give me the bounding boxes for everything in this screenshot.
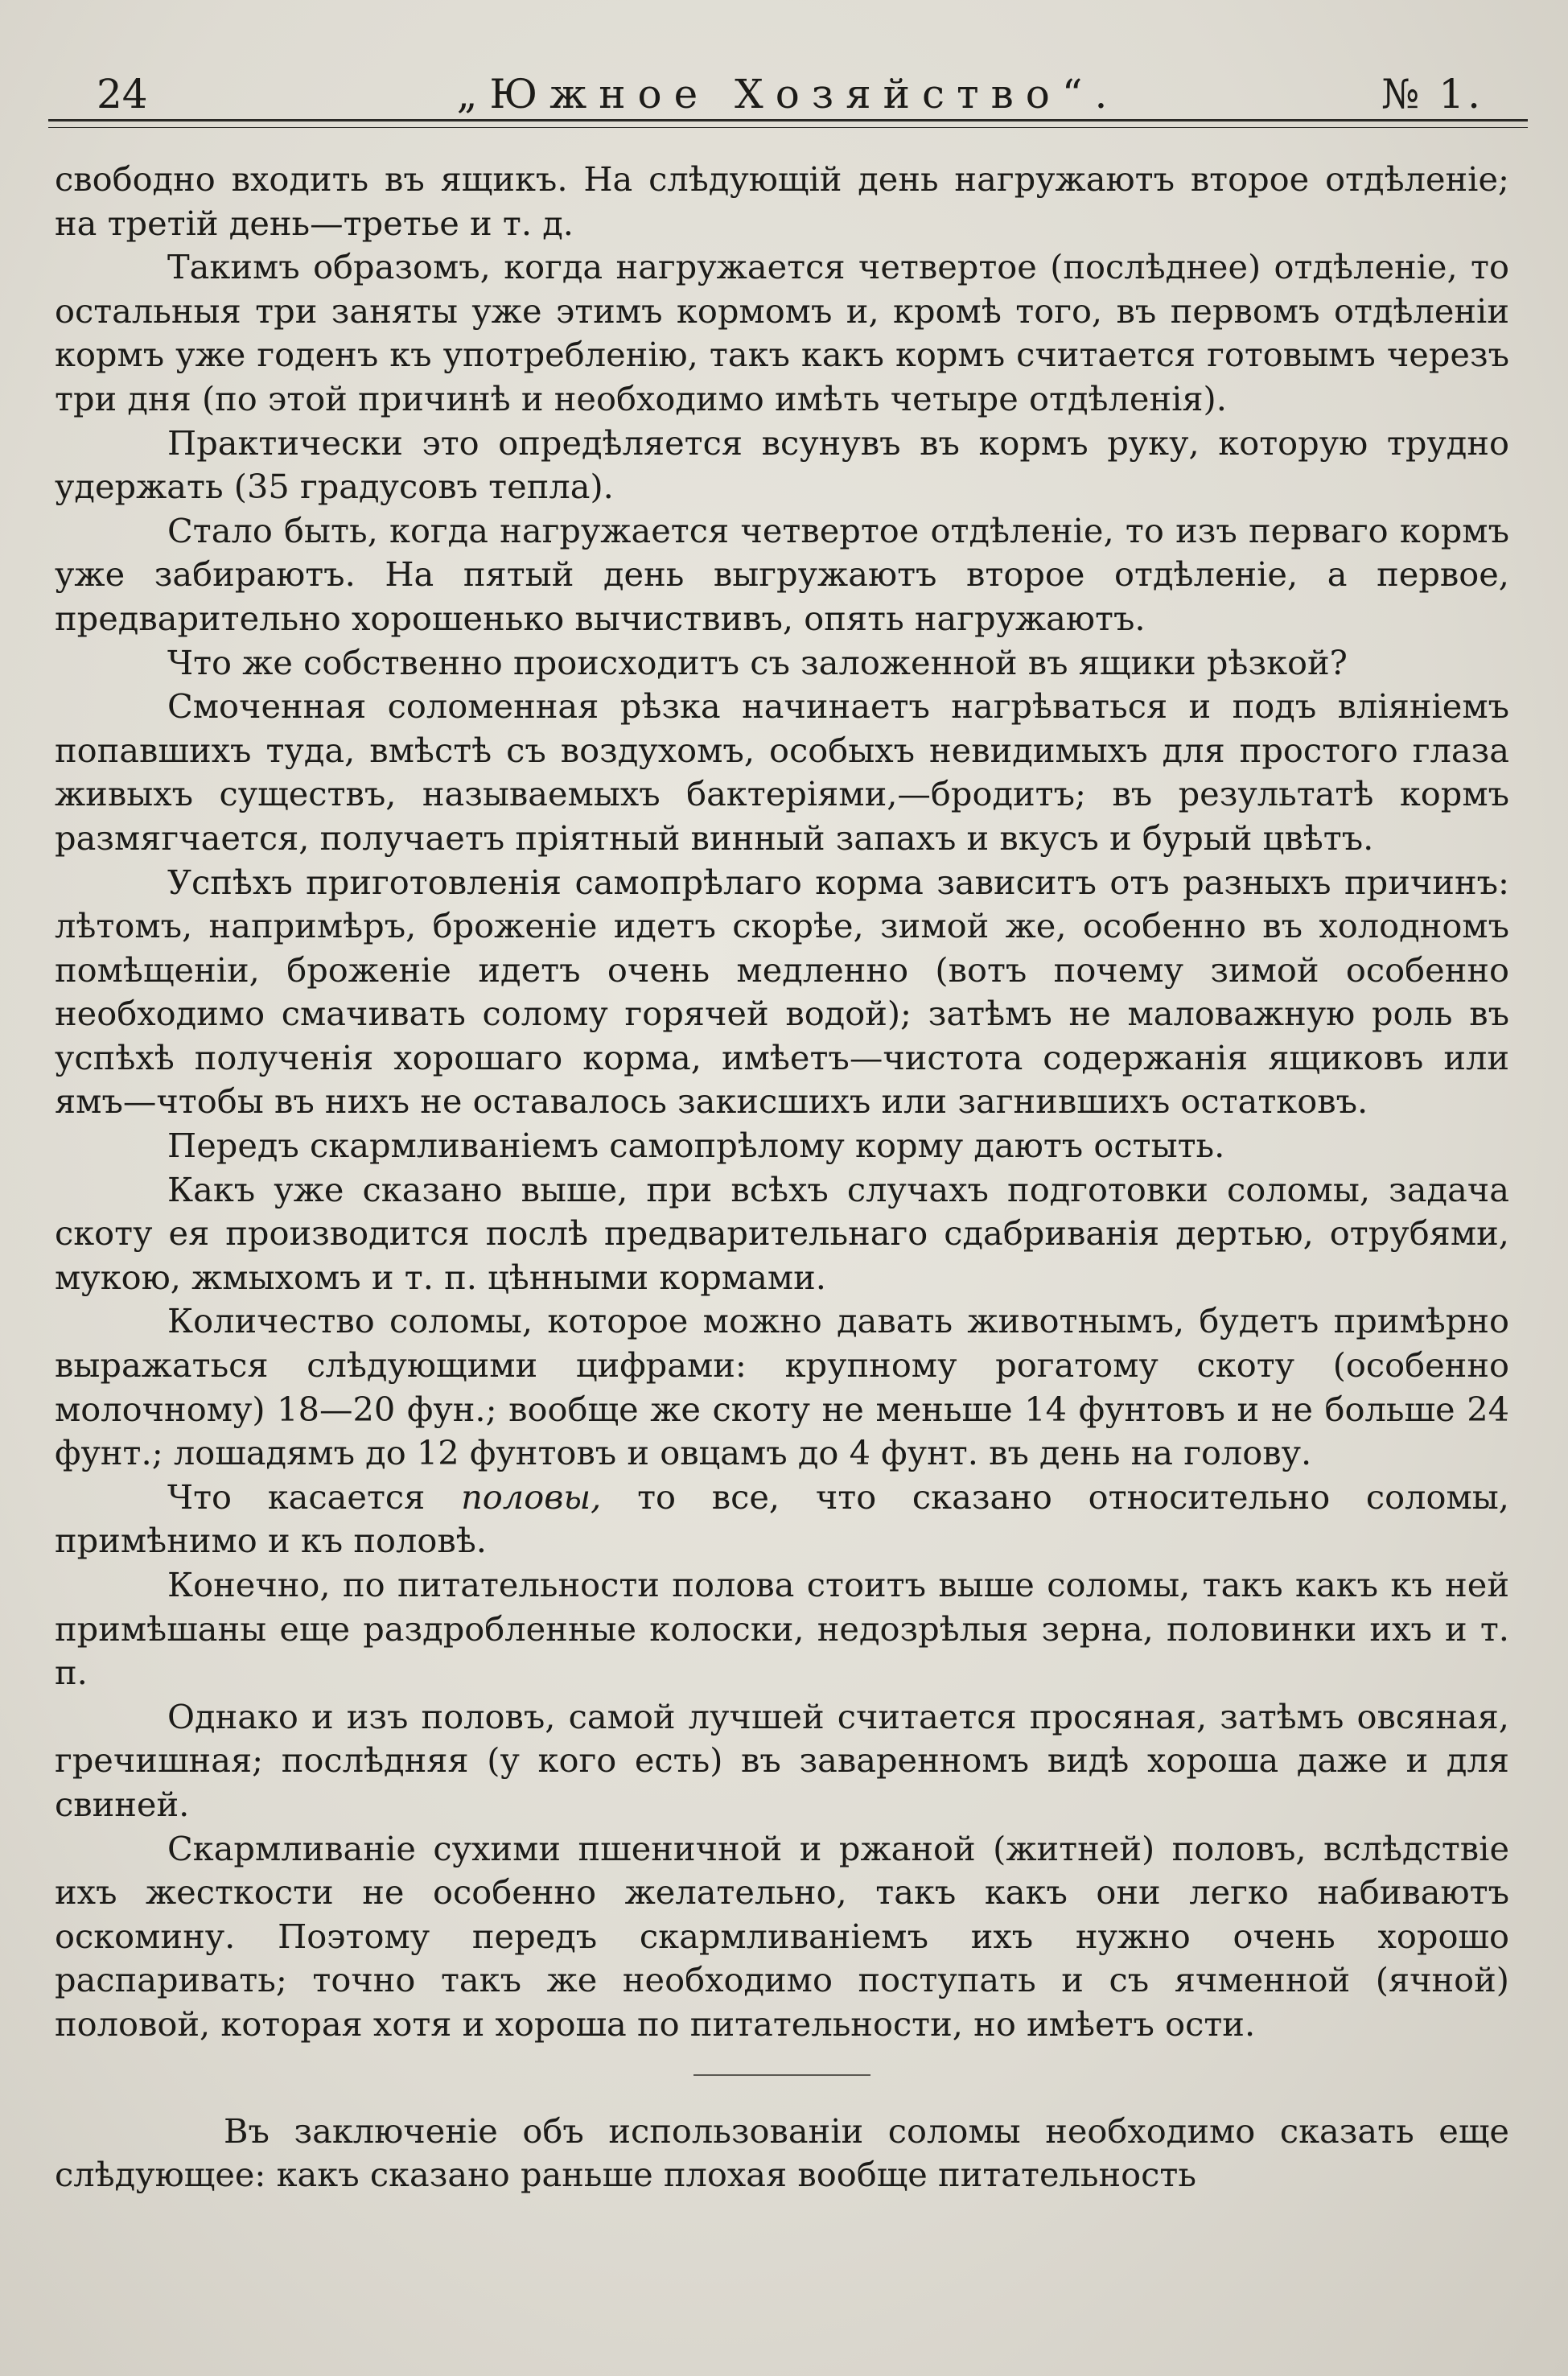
paragraph: Конечно, по питательности полова стоитъ выше соломы, такъ какъ къ ней примѣшаны еще раздробленные колоски, недозрѣлыя зерна, половинки ихъ и т. п. [55,1565,1509,1693]
header-rule-thin [48,127,1528,128]
paragraph: Что же собственно происходитъ съ заложенной въ ящики рѣзкой? [167,642,1348,682]
text-run: Что касается [167,1476,462,1517]
paragraph: Какъ уже сказано выше, при всѣхъ случахъ подготовки соломы, задача скоту ея производится послѣ предварительнаго сдабриванія дертью, отрубями, мукою, жмыхомъ и т. п. цѣнными кормами. [55,1169,1509,1297]
paragraph: Передъ скармливаніемъ самопрѣлому корму даютъ остыть. [167,1126,1225,1166]
running-header [48,63,1528,127]
text-run: то все, что сказано относительно соломы, примѣнимо и къ половѣ. [55,1476,1509,1561]
paragraph: свободно входить въ ящикъ. На слѣдующій день нагружаютъ второе отдѣленіе; на третій день—третье и т. д. [55,159,1509,243]
paragraph: Практически это опредѣляется всунувъ въ кормъ руку, которую трудно удержать (35 градусовъ тепла). [55,422,1509,507]
journal-title: „Южное Хозяйство“. [456,71,1120,117]
paragraph: Количество соломы, которое можно давать животнымъ, будетъ примѣрно выражаться слѣдующими цифрами: крупному рогатому скоту (особенно молочному) 18—20 фун.; вообще же скоту не меньше 14 фунтовъ и не больше 24 фунт.; лошадямъ до 12 фунтовъ и овцамъ до 4 фунт. въ день на голову. [55,1301,1509,1473]
header-rule-thick [48,119,1528,121]
paragraph: Скармливаніе сухими пшеничной и ржаной (житней) половъ, вслѣдствіе ихъ жесткости не особенно желательно, такъ какъ они легко набиваютъ оскомину. Поэтому передъ скармливаніемъ ихъ нужно очень хорошо распаривать; точно такъ же необходимо поступать и съ ячменной (ячной) половой, которая хотя и хороша по питательности, но имѣетъ ости. [55,1828,1509,2044]
paragraph: Такимъ образомъ, когда нагружается четвертое (послѣднее) отдѣленіе, то остальныя три заняты уже этимъ кормомъ и, кромѣ того, въ первомъ отдѣленіи кормъ уже годенъ къ употребленію, такъ какъ кормъ считается готовымъ черезъ три дня (по этой причинѣ и необходимо имѣть четыре отдѣленія). [55,247,1509,418]
italic-term: половы, [461,1476,602,1517]
article-body [55,158,1509,2197]
paragraph-final: Въ заключеніе объ использованіи соломы необходимо сказать еще слѣдующее: какъ сказано раньше плохая вообще питательность [55,2110,1509,2195]
section-separator [693,2074,870,2076]
paragraph-polovy [55,1476,1509,1563]
paragraph: Стало быть, когда нагружается четвертое отдѣленіе, то изъ перваго кормъ уже забираютъ. На пятый день выгружаютъ второе отдѣленіе, а первое, предварительно хорошенько вычиствивъ, опять нагружаютъ. [55,510,1509,638]
issue-number: № 1. [1381,71,1484,117]
paragraph: Успѣхъ приготовленія самопрѣлаго корма зависитъ отъ разныхъ причинъ: лѣтомъ, напримѣръ, броженіе идетъ скорѣе, зимой же, особенно въ холодномъ помѣщеніи, броженіе идетъ очень медленно (вотъ почему зимой особенно необходимо смачивать солому горячей водой); затѣмъ не маловажную роль въ успѣхѣ полученія хорошаго корма, имѣетъ—чистота содержанія ящиковъ или ямъ—чтобы въ нихъ не оставалось закисшихъ или загнившихъ остатковъ. [55,862,1509,1122]
paragraph: Однако и изъ половъ, самой лучшей считается просяная, затѣмъ овсяная, гречишная; послѣдняя (у кого есть) въ заваренномъ видѣ хороша даже и для свиней. [55,1696,1509,1824]
paragraph: Смоченная соломенная рѣзка начинаетъ нагрѣваться и подъ вліяніемъ попавшихъ туда, вмѣстѣ съ воздухомъ, особыхъ невидимыхъ для простого глаза живыхъ существъ, называемыхъ бактеріями,—бродитъ; въ результатѣ кормъ размягчается, получаетъ пріятный винный запахъ и вкусъ и бурый цвѣтъ. [55,686,1509,858]
page-number: 24 [97,71,148,117]
